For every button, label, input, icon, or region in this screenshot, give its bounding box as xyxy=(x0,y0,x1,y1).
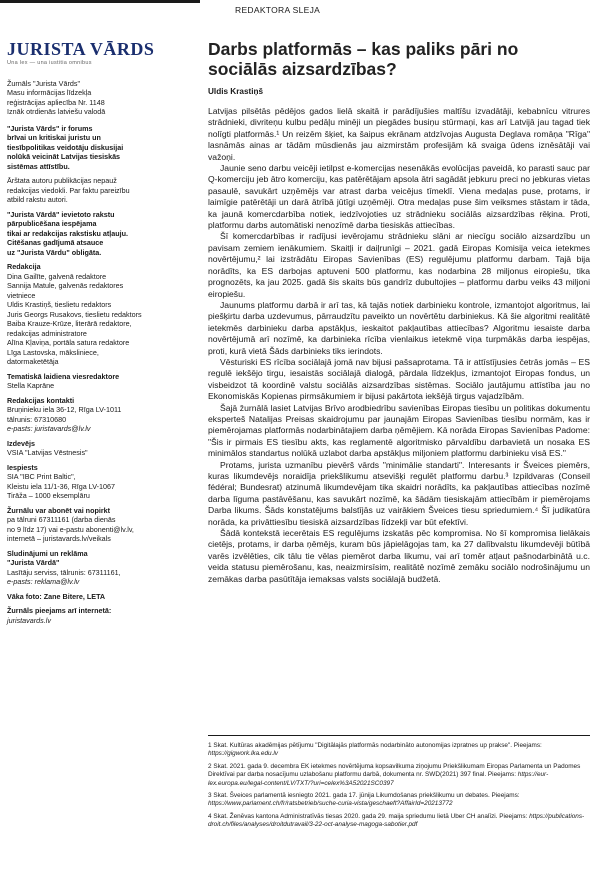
article-paragraph: Latvijas pilsētās pēdējos gados lielā skaitā ir parādījušies maltīšu izvadātāji, kebabnīcu vitrures strādnieki, divriteņu kulbu pedāļu minēji un piegādes busiņu stūrmaņi, kas arī Latvijā jau tagad tiek nolīgti platformās.¹ Un reizēm šķiet, ka šaipus ekrānam atdzīvojas Augusta Deglava romāņa "Rīga" lasnāmās ainas ar tādām mūsdienās jau aizmirstām profesijām kā svaiga ūdens iznēsātāji vai važoņi. xyxy=(208,106,590,162)
guest-editor: Tematiskā laidiena viesredaktore Stella Kaprāne xyxy=(7,371,120,390)
publisher-info: Izdevējs VSIA "Latvijas Vēstnesis" xyxy=(7,438,88,457)
subscription-info: Žurnālu var abonēt vai nopirkt pa tālruni 67311161 (darba dienās no 9 līdz 17) vai e-pastu abonenti@lv.lv, internetā – juristavards.lv/veikals xyxy=(7,505,134,543)
article-author: Uldis Krastiņš xyxy=(208,87,264,96)
printer-info: Iespiests SIA "IBC Print Baltic", Kleistu iela 11/1-36, Rīga LV-1067 Tirāža – 1000 eksemplāru xyxy=(7,462,116,500)
footnote-link[interactable]: https://eur-lex.europa.eu/legal-content/LV/TXT/?uri=celex%3A52021SC0397 xyxy=(208,771,549,787)
reprint-notice: "Jurista Vārdā" ievietoto rakstu pārpublicēšana iespējama tikai ar redakcijas rakstisku atļauju. Citēšanas gadījumā atsauce uz "Jurista Vārdu" obligāta. xyxy=(7,209,129,257)
article-paragraph: Vēsturiski ES rīcība sociālajā jomā nav bijusi pašsaprotama. Tā ir attīstījusies četrās jomās – ES regulē iekšējo tirgu, iesaistās sociālajā dialogā, pārdala līdzekļus, izmantojot Eiropas fondus, un visbeidzot tā koordinē valstu sociālās aizsardzības sistēmas. Sociālo jautājumu attīstība jau no Ekonomiskās Kopienas pirmsākumiem ir bijusi pakārtota iekšējā tirgus vajadzībām. xyxy=(208,356,590,402)
article-paragraph: Šādā kontekstā iecerētais ES regulējums izskatās pēc kompromisa. No šī kompromisa lielākais cietējs, protams, ir darba ņēmējs, kuram būs jāpielāgojas tam, ka 27 dalībvalstu likumdevēji būtībā varēs izvēlēties, cik tālu tie vēlas piemērot darba likumu, vai arī tomēr atļaut pašnodarbinātā u.c. veida statusu piemērošanu, kas, neaizmirsīsim, realitātē nozīmē zemāku sociālo nodrošinājumu un zemākas darba pasūtītāja iemaksas valsts sociālajā budžetā. xyxy=(208,528,590,584)
cover-photo-credit: Vāka foto: Zane Bitere, LETA xyxy=(7,591,106,601)
registration-info: Žurnāls "Jurista Vārds" Masu informācijas līdzekļa reģistrācijas apliecība Nr. 1148 Iznāk otrdienās latviešu valodā xyxy=(7,78,106,116)
section-label: REDAKTORA SLEJA xyxy=(235,5,321,15)
journal-logo: JURISTA VĀRDS xyxy=(7,39,155,59)
footnote-divider xyxy=(208,735,590,736)
editorial-contacts: Redakcijas kontakti Bruņinieku iela 36-12, Rīga LV-1011 tālrunis: 67310680 e-pasts: juristavards@lv.lv xyxy=(7,395,122,433)
article-paragraph: Šī komercdarbības ir radījusi ievērojamu strādnieku slāni ar niecīgu sociālo aizsardzību un pavisam zemiem ienākumiem. Skaitļi ir daiļrunīgi – 2021. gadā Eiropas Komisija veica ietekmes novērtējumu,² lai izstrādātu Eiropas Savienības (ES) regulējumu platformu darbam. Tajā bija norādīts, ka ES darbojas aptuveni 500 platformu, kas nodarbina 28 miljonus eiropiešu, tika prognozēts, ka jau 2025. gadā šis skaits būs gandrīz dubultojies – platformu darbu veiks 43 miljoni eiropiešu. xyxy=(208,231,590,299)
online-info: Žurnāls pieejams arī internetā: juristavards.lv xyxy=(7,606,112,625)
advertising-info: Sludinājumi un reklāma "Jurista Vārdā" Lasītāju serviss, tālrunis: 67311161, e-pasts: reklama@lv.lv xyxy=(7,548,121,586)
editorial-staff: Redakcija Dina Gailīte, galvenā redaktore Sannija Matule, galvenās redaktores vietniece Uldis Krastiņš, tieslietu redaktors Juris Georgs Rusakovs, tieslietu redaktors Baiba Krauze-Krūze, literārā redaktore, redakcijas administratore Alīna Kļaviņa, portāla satura redaktore Līga Lastovska, māksliniece, datormaketētāja xyxy=(7,262,142,366)
mission-statement: "Jurista Vārds" ir forums brīvai un kritiskai juristu un tiesībpolitikas veidotāju diskusijai nolūkā veicināt Latvijas tiesiskās sistēmas attīstību. xyxy=(7,123,124,171)
footnote: 1 Skat. Kultūras akadēmijas pētījumu "Digitālajās platformās nodarbināto autonomijas izpratnes up prakse". Pieejams: https://gigwork.lka.edu.lv xyxy=(208,742,542,758)
opinion-disclaimer: Ārštata autoru publikācijas nepauž redakcijas viedokli. Par faktu pareizību atbild rakstu autori. xyxy=(7,176,130,204)
masthead-sidebar xyxy=(7,40,183,630)
article-title: Darbs platformās – kas paliks pāri no sociālās aizsardzības? xyxy=(208,39,519,79)
footnotes xyxy=(208,742,590,834)
online-link[interactable]: juristavards.lv xyxy=(7,615,51,625)
footnote: 2 Skat. 2021. gada 9. decembra EK ietekmes novērtējuma kopsavilkuma ziņojumu Priekšlikumam Eiropas Parlamenta un Padomes Direktīvai par darba nosacījumu uzlabošanu platformu darbā, dokumenta nr. SWD(2021) 397 final. Pieejams: https://eur-lex.europa.eu/legal-content/LV/TXT/?uri=celex%3A52021SC0397 xyxy=(208,762,581,787)
article-paragraph: Jaunums platformu darbā ir arī tas, kā tajās notiek darbinieku kontrole, izmantojot algoritmus, lai piešķirtu darba uzdevumus, pārraudzītu paveikto un novērtētu darbiniekus. Kā šie algoritmi realitātē ietekmēs darbinieku darba apstākļus, ieskaitot pakļautības attiecības? Algoritmu iesaiste darba novērtējumā arī nozīmē, ka darbinieka rīcība vienlaikus ietekmē viņa turpmākās darba iespējas, proti, kurā vietā Šāds darbinieks tiks ierindots. xyxy=(208,299,590,356)
top-bar xyxy=(0,0,600,19)
article-paragraph: Protams, jurista uzmanību pievērš vārds "minimālie standarti". Interesants ir Šveices piemērs, kuras likumdevējs noraidīja priekšlikumu atsevišķi regulēt platformu darbu.³ Izpildvaras (Conseil fédéral; Bundesrat) atzinumā likumdevējam tika skaidri norādīts, ka pakļautības attiecības nozīmē darba līguma pastāvēšanu, kas savukārt nozīmē, ka šādām tiesiskajām attiecībām ir piemērojams Darba likums. Šāds konstatējums balstījās uz vairākiem Šveices tiesu spriedumiem.⁴ Šī judikatūra norāda, ka privāttiesību tiesiskā aizsardzības līdzekļi var būt efektīvi. xyxy=(208,459,590,527)
article-paragraph: Šajā žurnālā lasiet Latvijas Brīvo arodbiedrību savienības Eiropas tiesību un politikas dokumentu eksperteš Natalijas Preisas skaidrojumu par jaunajām Eiropas Savienības tiesību normām, kas ir piemērojamas platformās nodarbinātajiem darba ņēmējiem. Kā norāda Eiropas Savienības Padome: "Šis ir pirmais ES tiesību akts, kas reglamentē algoritmisko pārvaldību darbavietā un nosaka ES minimālos standartus nolūkā uzlabot darba apstākļus miljoniem platformu darbinieku visā ES." xyxy=(208,402,590,459)
footnote: 3 Skat. Šveices parlamentā iesniegto 2021. gada 17. jūnija Likumdošanas priekšlikumu un debates. Pieejams: https://www.parlament.ch/fr/ratsbetrieb/suche-curia-vista/geschaeft?AffairId=20213772 xyxy=(208,792,520,808)
top-rule xyxy=(0,0,200,3)
footnote-link[interactable]: https://www.parlament.ch/fr/ratsbetrieb/suche-curia-vista/geschaeft?AffairId=20213772 xyxy=(208,800,453,808)
article xyxy=(208,39,590,585)
article-paragraph: Jaunie seno darbu veicēji ietilpst e-komercijas nesenākās evolūcijas paveidā, ko parasti sauc par Q-komerciju jeb ātro komerciju, kas patērētājam apsola ātri sagādāt jebkuru preci no jebkuras vietas pasaulē, savukārt uzņēmējs var atrast darba veicējus tīmeklī. Viena medaļas puse, protams, ir laimīgie patērētāji un darā ātrībā jūtīgi uzņēmēji. Otra medaļas puse šim veiksmes stāstam ir tāda, ka jaunā komercdarbība notiek, iedzīvojoties uz strādnieku sociālās aizsardzības rēķina. Proti, platformu darbs automātiski nenozīmē darba tiesiskās attiecības. xyxy=(208,163,590,231)
footnote-link[interactable]: https://gigwork.lka.edu.lv xyxy=(208,750,278,758)
logo-tagline: Una lex — una iustitia omnibus xyxy=(7,60,92,66)
footnote: 4 Skat. Ženēvas kantona Administratīvās tiesas 2020. gada 29. maija spriedumu lietā Uber CH analīzi. Pieejams: https://publications-droit.ch/files/analyses/droitdutravail/3-22-oct-analyse-magoga-sabotier.pdf xyxy=(208,812,585,829)
footnote-link[interactable]: https://publications-droit.ch/files/analyses/droitdutravail/3-22-oct-analyse-magoga-sabotier.pdf xyxy=(208,812,585,829)
article-body xyxy=(208,106,590,585)
